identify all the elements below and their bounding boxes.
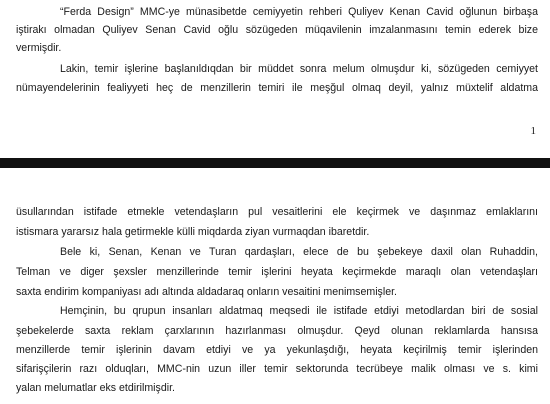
text-line: “Ferda Design” MMC-ye münasibetde cemiyyetin rehberi Quliyev Kenan Cavid oğlunun birbaşa: [60, 6, 538, 18]
text-line: yalan melumatlar eks etdirilmişdir.: [16, 382, 175, 394]
text-line: Telman ve diger şexsler menzillerinde temir işlerini heyata keçirmekde maraqlı olan vetendaşları: [16, 266, 538, 278]
text-line: üsullarından istifade etmekle vetendaşların pul vesaitlerini ele keçirmek ve daşınmaz emlaklarını: [16, 206, 538, 218]
text-line: sifarişçilerin razı olduqları, MMC-nin uzun iller temir sektorunda tecrübeye malik olması ve s. kimi: [16, 363, 538, 375]
text-line: Lakin, temir işlerine başlanıldıqdan bir müddet sonra melum olmuşdur ki, sözügeden cemiyyet: [60, 63, 538, 75]
text-line: istismara yararsız hala getirmekle külli miqdarda ziyan vurmaqdan ibaretdir.: [16, 226, 370, 238]
text-line: vermişdir.: [16, 42, 62, 54]
text-line: Bele ki, Senan, Kenan ve Turan qardaşları, elece de bu şebekeye daxil olan Ruhaddin,: [60, 246, 538, 258]
document-page-2: [0, 168, 550, 404]
text-line: saxta endirim kompaniyası adı altında aldadaraq onların vesaitini menimsemişler.: [16, 286, 397, 298]
document-page-1: [0, 0, 550, 158]
text-line: şebekelerde saxta reklam çarxlarının hazırlanması olmuşdur. Qeyd olunan reklamlarda hansısa: [16, 325, 538, 337]
page-break-divider: [0, 158, 550, 168]
text-line: menzillerde temir işlerinin davam etdiyi ve ya yekunlaşdığı, heyata keçirilmiş temir işlerinden: [16, 344, 538, 356]
text-line: iştirakı olmadan Quliyev Senan Cavid oğlu sözügeden müqavilenin imzalanmasını temin ederek bize: [16, 24, 538, 36]
text-line: Hemçinin, bu qrupun insanları aldatmaq meqsedi ile istifade etdiyi metodlardan biri de sosial: [60, 305, 538, 317]
text-line: nümayendelerinin fealiyyeti heç de menzillerin temiri ile meşğul olmaq deyil, yalnız müxtelif aldatma: [16, 82, 538, 94]
page-number: 1: [530, 125, 536, 137]
